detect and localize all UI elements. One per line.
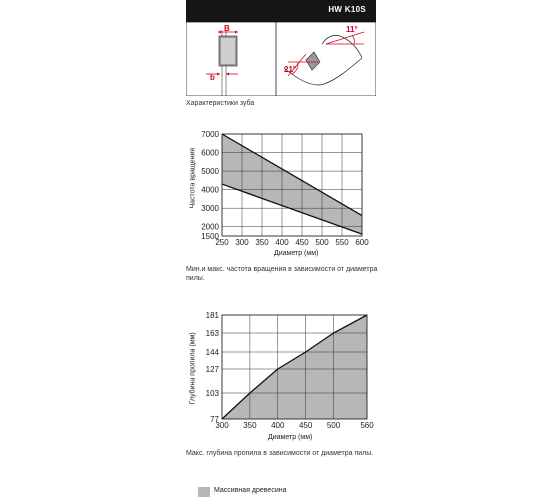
x-tick-label: 560 bbox=[360, 421, 374, 430]
rpm-chart bbox=[186, 126, 376, 260]
y-tick-label: 5000 bbox=[201, 167, 219, 177]
x-tick-label: 350 bbox=[255, 238, 269, 247]
y-tick-label: 163 bbox=[205, 329, 219, 338]
cut-depth-chart-ylabel: Глубина пропила (мм) bbox=[189, 332, 197, 405]
data-area bbox=[222, 134, 362, 234]
x-tick-label: 400 bbox=[271, 421, 285, 430]
y-tick-label: 6000 bbox=[201, 148, 219, 158]
y-tick-label: 103 bbox=[205, 389, 219, 398]
y-tick-label: 1500 bbox=[201, 232, 219, 241]
product-title: HW K10S bbox=[328, 5, 366, 14]
y-tick-label: 7000 bbox=[201, 130, 219, 139]
legend-label: Массивная древесина bbox=[214, 487, 287, 494]
x-tick-label: 250 bbox=[215, 238, 229, 247]
rpm-chart-xlabel: Диаметр (мм) bbox=[274, 250, 319, 257]
rpm-chart-ylabel: Частота вращения bbox=[189, 147, 197, 209]
label-b: b bbox=[210, 73, 215, 82]
x-tick-label: 400 bbox=[275, 238, 289, 247]
x-tick-label: 550 bbox=[335, 238, 349, 247]
data-area bbox=[222, 315, 367, 419]
x-tick-label: 450 bbox=[298, 421, 313, 430]
angle-top: 11° bbox=[346, 25, 358, 34]
x-tick-label: 500 bbox=[315, 238, 329, 247]
cut-depth-chart-xlabel: Диаметр (мм) bbox=[268, 434, 313, 441]
y-tick-label: 4000 bbox=[201, 185, 219, 195]
y-tick-label: 127 bbox=[205, 365, 219, 374]
x-tick-label: 500 bbox=[326, 421, 341, 430]
x-tick-label: 300 bbox=[215, 421, 229, 430]
y-tick-label: 3000 bbox=[201, 204, 219, 214]
y-tick-label: 144 bbox=[205, 348, 219, 357]
label-B: B bbox=[224, 24, 230, 33]
rpm-chart-caption: Мин.и макс. частота вращения в зависимости от диаметра пилы. bbox=[186, 266, 378, 282]
x-tick-label: 300 bbox=[235, 238, 249, 247]
legend-swatch bbox=[198, 487, 210, 497]
cut-depth-chart bbox=[186, 308, 376, 436]
x-tick-label: 450 bbox=[295, 238, 309, 247]
cut-depth-chart-caption: Макс. глубина пропила в зависимости от диаметра пилы. bbox=[186, 450, 374, 457]
tooth-diagram bbox=[186, 22, 376, 96]
x-tick-label: 600 bbox=[355, 238, 369, 247]
x-tick-label: 350 bbox=[243, 421, 257, 430]
angle-bottom: 21° bbox=[284, 65, 297, 74]
tooth-caption: Характеристики зуба bbox=[186, 100, 255, 107]
y-tick-label: 181 bbox=[205, 311, 219, 320]
y-tick-label: 2000 bbox=[201, 222, 219, 232]
header-bar bbox=[186, 0, 376, 22]
y-tick-label: 77 bbox=[210, 415, 219, 424]
